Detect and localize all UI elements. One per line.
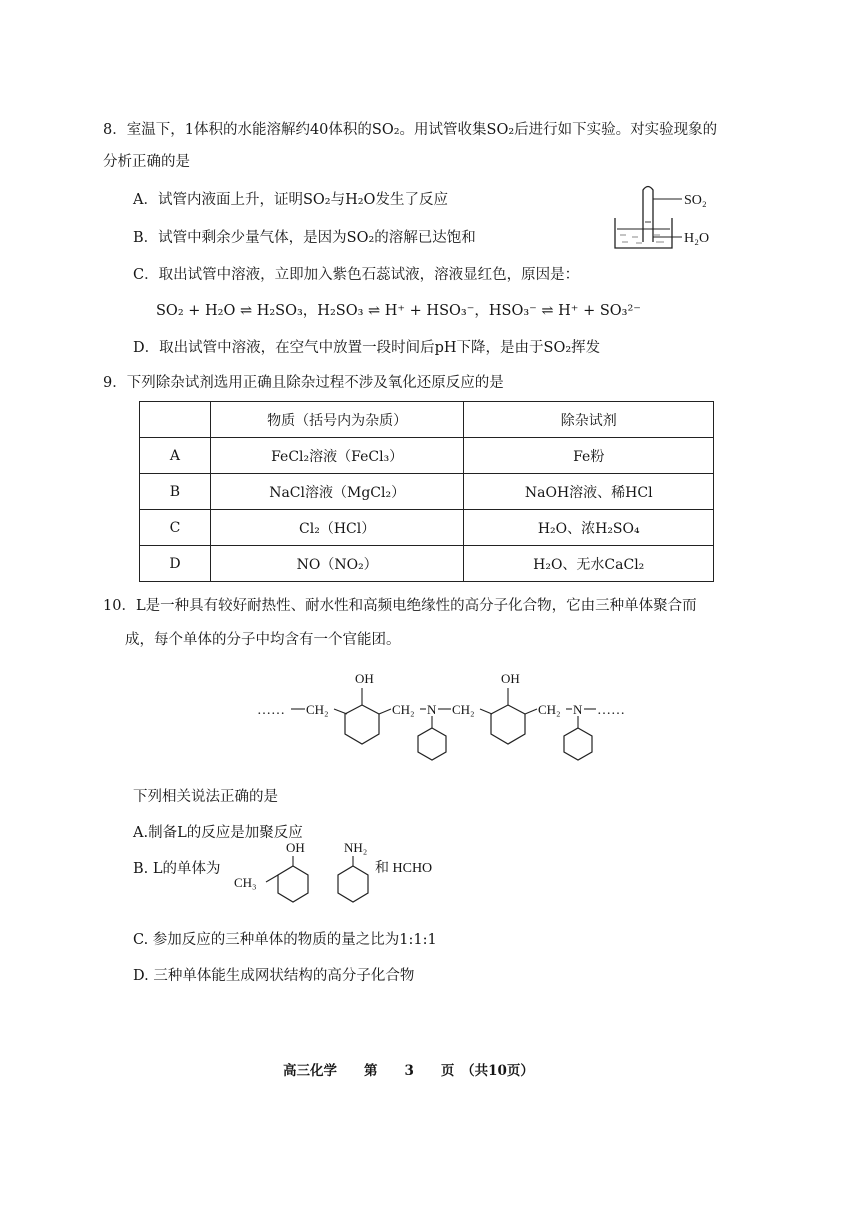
monomer-nh2-label: NH₂	[344, 840, 368, 855]
table-cell: NaCl溶液（MgCl₂）	[210, 474, 464, 510]
monomer-ch3-label: CH₃	[234, 875, 257, 890]
table-header-row	[140, 402, 714, 438]
table-cell: B	[140, 474, 211, 510]
table-cell: Cl₂（HCl）	[210, 510, 464, 546]
structure-dots-right: ……	[597, 703, 625, 718]
q8-option-c-equation: SO₂ + H₂O ⇌ H₂SO₃，H₂SO₃ ⇌ H⁺ + HSO₃⁻，HSO₃⁻ ⇌ H⁺ + SO₃²⁻	[156, 303, 641, 319]
table-header-cell: 除杂试剂	[464, 402, 714, 438]
table-cell: C	[140, 510, 211, 546]
structure-oh: OH	[355, 671, 374, 686]
q10-stem-line1: 10．L是一种具有较好耐热性、耐水性和高频电绝缘性的高分子化合物，它由三种单体聚合而	[103, 598, 697, 614]
q10-stem-line2: 成，每个单体的分子中均含有一个官能团。	[125, 632, 401, 648]
table-header-cell	[140, 402, 211, 438]
impurity-removal-table	[139, 401, 714, 582]
q8-option-a: A．试管内液面上升，证明SO₂与H₂O发生了反应	[133, 192, 448, 208]
monomer-structures-figure	[228, 838, 453, 918]
structure-ch2: CH₂	[392, 702, 415, 717]
figure-label-so2: SO₂	[684, 193, 707, 208]
polymer-structure-figure	[255, 662, 635, 774]
table-cell: FeCl₂溶液（FeCl₃）	[210, 438, 464, 474]
table-cell: Fe粉	[464, 438, 714, 474]
structure-ch2: CH₂	[452, 702, 475, 717]
q8-option-b: B．试管中剩余少量气体，是因为SO₂的溶解已达饱和	[133, 230, 476, 246]
q8-stem-line2: 分析正确的是	[103, 154, 190, 170]
q10-option-b: B. L的单体为	[133, 861, 221, 877]
q8-option-c: C．取出试管中溶液，立即加入紫色石蕊试液，溶液显红色，原因是：	[133, 267, 580, 283]
q8-stem-line1: 8．室温下，1体积的水能溶解约40体积的SO₂。用试管收集SO₂后进行如下实验。对实验现象的	[103, 122, 718, 138]
table-row	[140, 474, 714, 510]
table-row	[140, 438, 714, 474]
structure-n: N	[573, 702, 583, 717]
structure-ch2: CH₂	[306, 702, 329, 717]
structure-dots-left: ……	[257, 703, 285, 718]
structure-oh: OH	[501, 671, 520, 686]
table-header-cell: 物质（括号内为杂质）	[210, 402, 464, 438]
table-cell: H₂O、浓H₂SO₄	[464, 510, 714, 546]
table-row	[140, 510, 714, 546]
table-cell: A	[140, 438, 211, 474]
q10-option-a: A.制备L的反应是加聚反应	[133, 825, 303, 841]
table-row	[140, 546, 714, 582]
table-cell: H₂O、无水CaCl₂	[464, 546, 714, 582]
table-cell: D	[140, 546, 211, 582]
structure-n: N	[427, 702, 437, 717]
figure-label-h2o: H₂O	[684, 231, 710, 246]
q10-prompt: 下列相关说法正确的是	[133, 789, 278, 805]
table-cell: NO（NO₂）	[210, 546, 464, 582]
q10-option-d: D. 三种单体能生成网状结构的高分子化合物	[133, 968, 415, 984]
q9-stem: 9．下列除杂试剂选用正确且除杂过程不涉及氧化还原反应的是	[103, 375, 504, 391]
monomer-hcho-label: 和 HCHO	[375, 861, 433, 876]
page-footer: 高三化学 第 3 页 （共10页）	[283, 1063, 534, 1079]
q8-option-d: D．取出试管中溶液，在空气中放置一段时间后pH下降，是由于SO₂挥发	[133, 340, 601, 356]
q10-option-c: C. 参加反应的三种单体的物质的量之比为1:1:1	[133, 932, 437, 948]
test-tube-apparatus-figure	[610, 180, 730, 255]
table-cell: NaOH溶液、稀HCl	[464, 474, 714, 510]
monomer-oh-label: OH	[286, 840, 305, 855]
structure-ch2: CH₂	[538, 702, 561, 717]
